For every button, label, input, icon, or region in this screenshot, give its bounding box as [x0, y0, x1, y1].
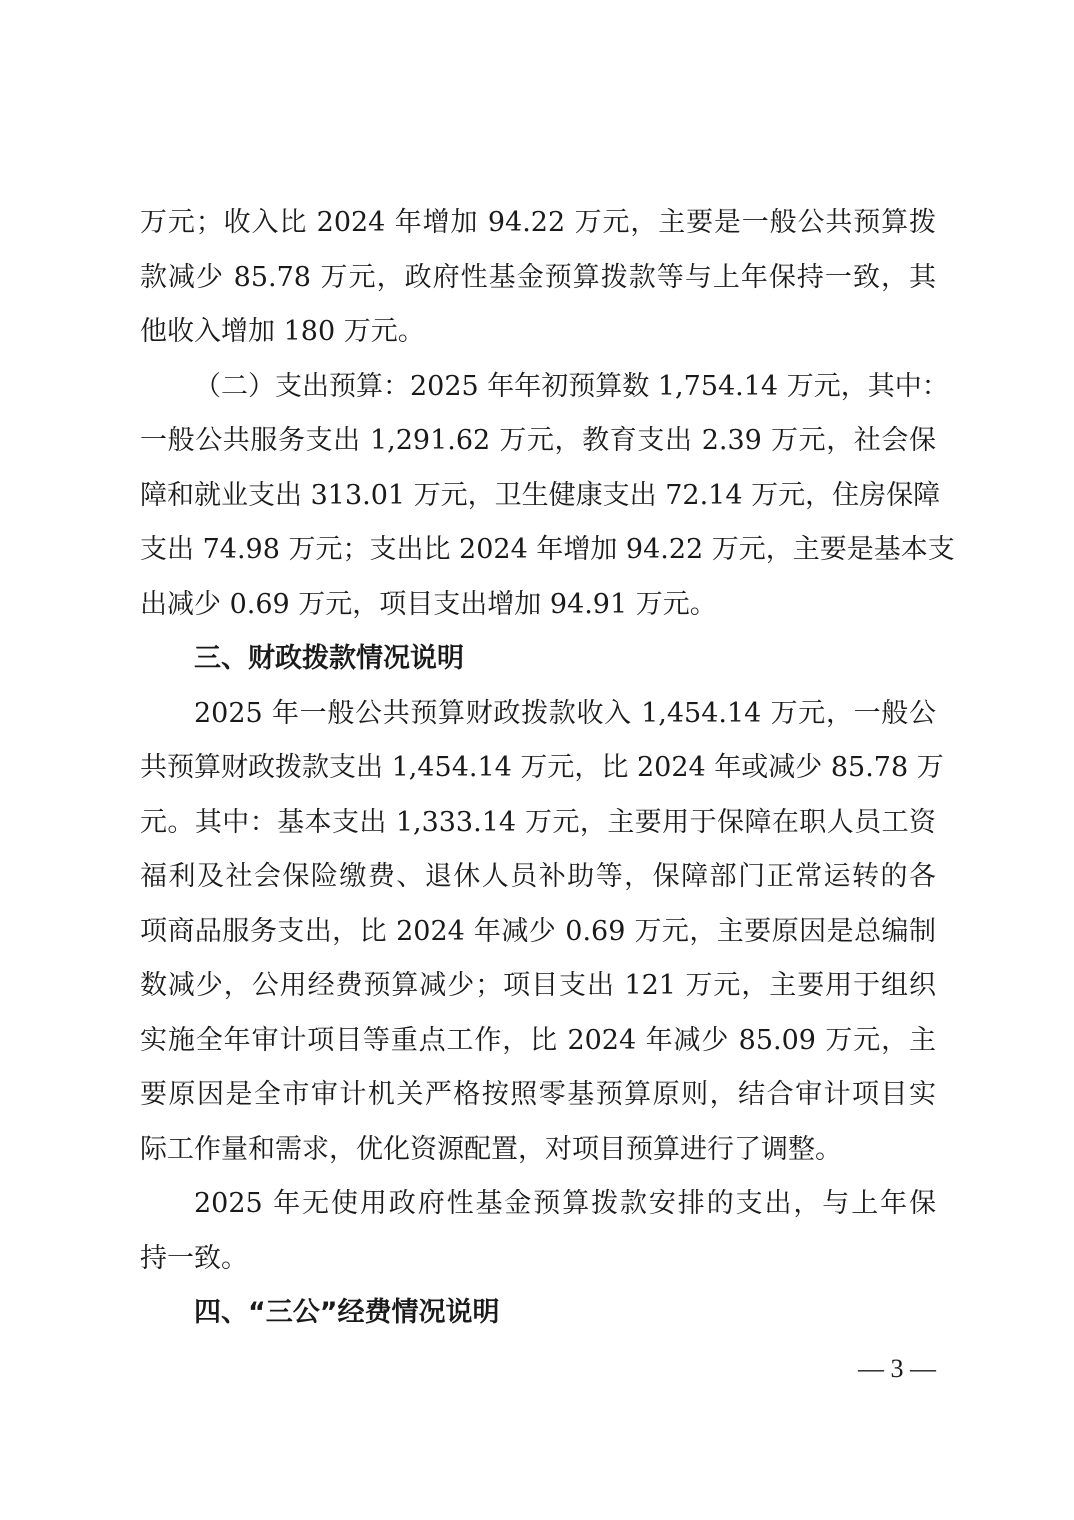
text-line: 项商品服务支出，比 2024 年减少 0.69 万元，主要原因是总编制 — [140, 915, 936, 947]
text-line: （二）支出预算：2025 年年初预算数 1,754.14 万元，其中： — [194, 370, 949, 402]
text-line: 障和就业支出 313.01 万元，卫生健康支出 72.14 万元，住房保障 — [140, 479, 941, 511]
text-lines — [140, 196, 955, 1341]
text-line: 2025 年无使用政府性基金预算拨款安排的支出，与上年保 — [194, 1188, 936, 1219]
text-line: 际工作量和需求，优化资源配置，对项目预算进行了调整。 — [140, 1133, 842, 1165]
text-line: 款减少 85.78 万元，政府性基金预算拨款等与上年保持一致，其 — [140, 261, 936, 293]
text-line: 2025 年一般公共预算财政拨款收入 1,454.14 万元，一般公 — [194, 697, 936, 729]
text-line: 出减少 0.69 万元，项目支出增加 94.91 万元。 — [140, 588, 717, 620]
section-heading: 三、财政拨款情况说明 — [194, 643, 464, 674]
text-line: 数减少，公用经费预算减少；项目支出 121 万元，主要用于组织 — [140, 970, 936, 1001]
text-line: 要原因是全市审计机关严格按照零基预算原则，结合审计项目实 — [140, 1079, 936, 1110]
text-line: 实施全年审计项目等重点工作，比 2024 年减少 85.09 万元，主 — [140, 1024, 936, 1056]
text-line: 支出 74.98 万元；支出比 2024 年增加 94.22 万元，主要是基本支 — [140, 534, 955, 565]
text-line: 福利及社会保险缴费、退休人员补助等，保障部门正常运转的各 — [140, 861, 936, 892]
text-line: 共预算财政拨款支出 1,454.14 万元，比 2024 年或减少 85.78 万 — [140, 752, 944, 783]
text-line: 他收入增加 180 万元。 — [140, 316, 425, 347]
section-heading: 四、“三公”经费情况说明 — [194, 1297, 500, 1328]
document-body — [140, 196, 955, 1341]
text-line: 持一致。 — [140, 1242, 248, 1274]
text-line: 万元；收入比 2024 年增加 94.22 万元，主要是一般公共预算拨 — [140, 207, 936, 238]
text-line: 一般公共服务支出 1,291.62 万元，教育支出 2.39 万元，社会保 — [140, 425, 936, 456]
page-number: — 3 — — [858, 1354, 936, 1383]
text-line: 元。其中：基本支出 1,333.14 万元，主要用于保障在职人员工资 — [140, 806, 936, 838]
